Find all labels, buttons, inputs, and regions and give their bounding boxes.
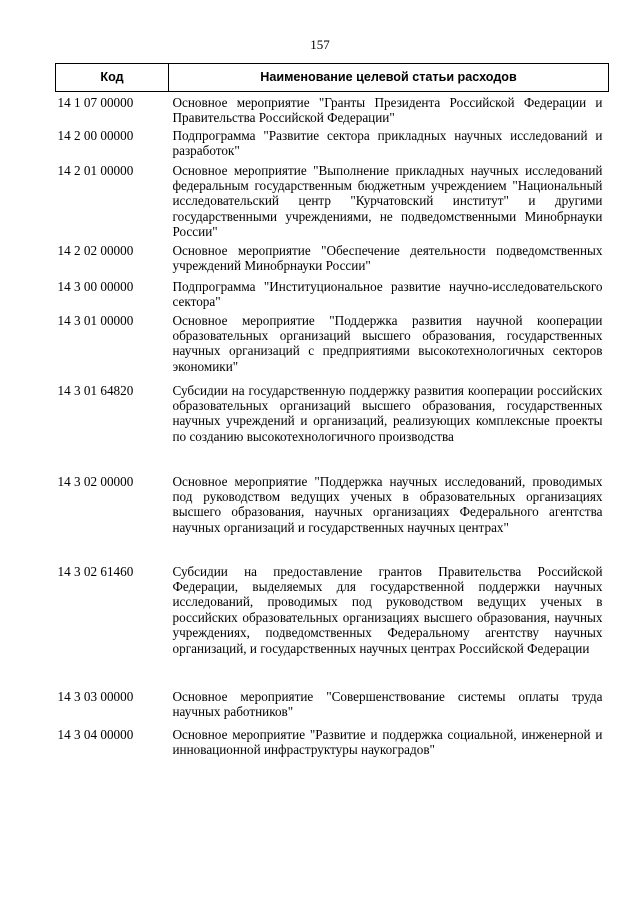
row-code: 14 1 07 00000 <box>57 95 134 110</box>
table-row <box>56 279 609 313</box>
row-code: 14 2 02 00000 <box>57 242 134 258</box>
code-column-header: Код <box>56 64 169 92</box>
row-name: Основное мероприятие "Гранты Президента Российской Федерации и Правительства Российской Федерации" <box>172 95 603 126</box>
table-row <box>56 689 609 727</box>
row-name: Подпрограмма "Институциональное развитие научно-исследовательского сектора" <box>172 278 603 309</box>
table-row <box>56 163 609 243</box>
row-code: 14 3 02 00000 <box>57 473 134 489</box>
table-row <box>56 564 609 689</box>
row-code: 14 3 00 00000 <box>57 278 134 294</box>
page-number: 157 <box>310 37 330 52</box>
row-code: 14 3 03 00000 <box>57 688 134 704</box>
row-name: Субсидии на государственную поддержку развития кооперации российских образовательных организаций высшего образования, государственных научных учреждений и организаций, реализующих комплексные проекты по созданию высокотехнологичного производства <box>172 382 603 444</box>
row-name: Основное мероприятие "Развитие и поддержка социальной, инженерной и инновационной инфраструктуры наукоградов" <box>172 726 603 757</box>
row-name: Основное мероприятие "Поддержка научных исследований, проводимых под руководством ведущих ученых в образовательных организациях высшего образования, научных организациях Федерального агентства научных организаций и государственных научных центрах" <box>172 473 603 535</box>
table-row <box>56 474 609 564</box>
row-code: 14 3 01 00000 <box>57 312 134 328</box>
table-row <box>56 383 609 474</box>
table-row <box>56 727 609 763</box>
row-name: Основное мероприятие "Поддержка развития научной кооперации образовательных организаций высшего образования, государственных научных организаций с предприятиями высокотехнологичных секторов экономики" <box>172 312 603 374</box>
name-column-header: Наименование целевой статьи расходов <box>169 64 609 92</box>
row-name: Основное мероприятие "Совершенствование системы оплаты труда научных работников" <box>172 688 603 719</box>
row-name: Основное мероприятие "Обеспечение деятельности подведомственных учреждений Минобрнауки России" <box>172 242 603 273</box>
table-row <box>56 128 609 163</box>
table-row <box>56 243 609 279</box>
budget-table <box>55 63 609 763</box>
row-code: 14 2 01 00000 <box>57 162 134 178</box>
row-code: 14 3 02 61460 <box>57 563 134 579</box>
table-row <box>56 92 609 128</box>
row-name: Субсидии на предоставление грантов Правительства Российской Федерации, выделяемых для государственной поддержки научных исследований, проводимых под руководством ведущих ученых в российских образовательных организациях высшего образования, научных учреждениях, подведомственных Федеральному агентству научных организаций, и государственных научных центрах Российской Федерации <box>172 563 603 656</box>
row-code: 14 3 01 64820 <box>57 382 134 398</box>
row-name: Основное мероприятие "Выполнение прикладных научных исследований федеральным государственным бюджетным учреждением "Национальный исследовательский центр "Курчатовский институт" и другими государственными учреждениями, не подведомственными Минобрнауки России" <box>172 162 603 240</box>
row-name: Подпрограмма "Развитие сектора прикладных научных исследований и разработок" <box>172 127 603 158</box>
table-body <box>56 92 609 763</box>
table-row <box>56 313 609 383</box>
table-header-row <box>56 64 609 92</box>
table-header <box>56 64 609 92</box>
row-code: 14 3 04 00000 <box>57 726 134 742</box>
row-code: 14 2 00 00000 <box>57 127 134 143</box>
